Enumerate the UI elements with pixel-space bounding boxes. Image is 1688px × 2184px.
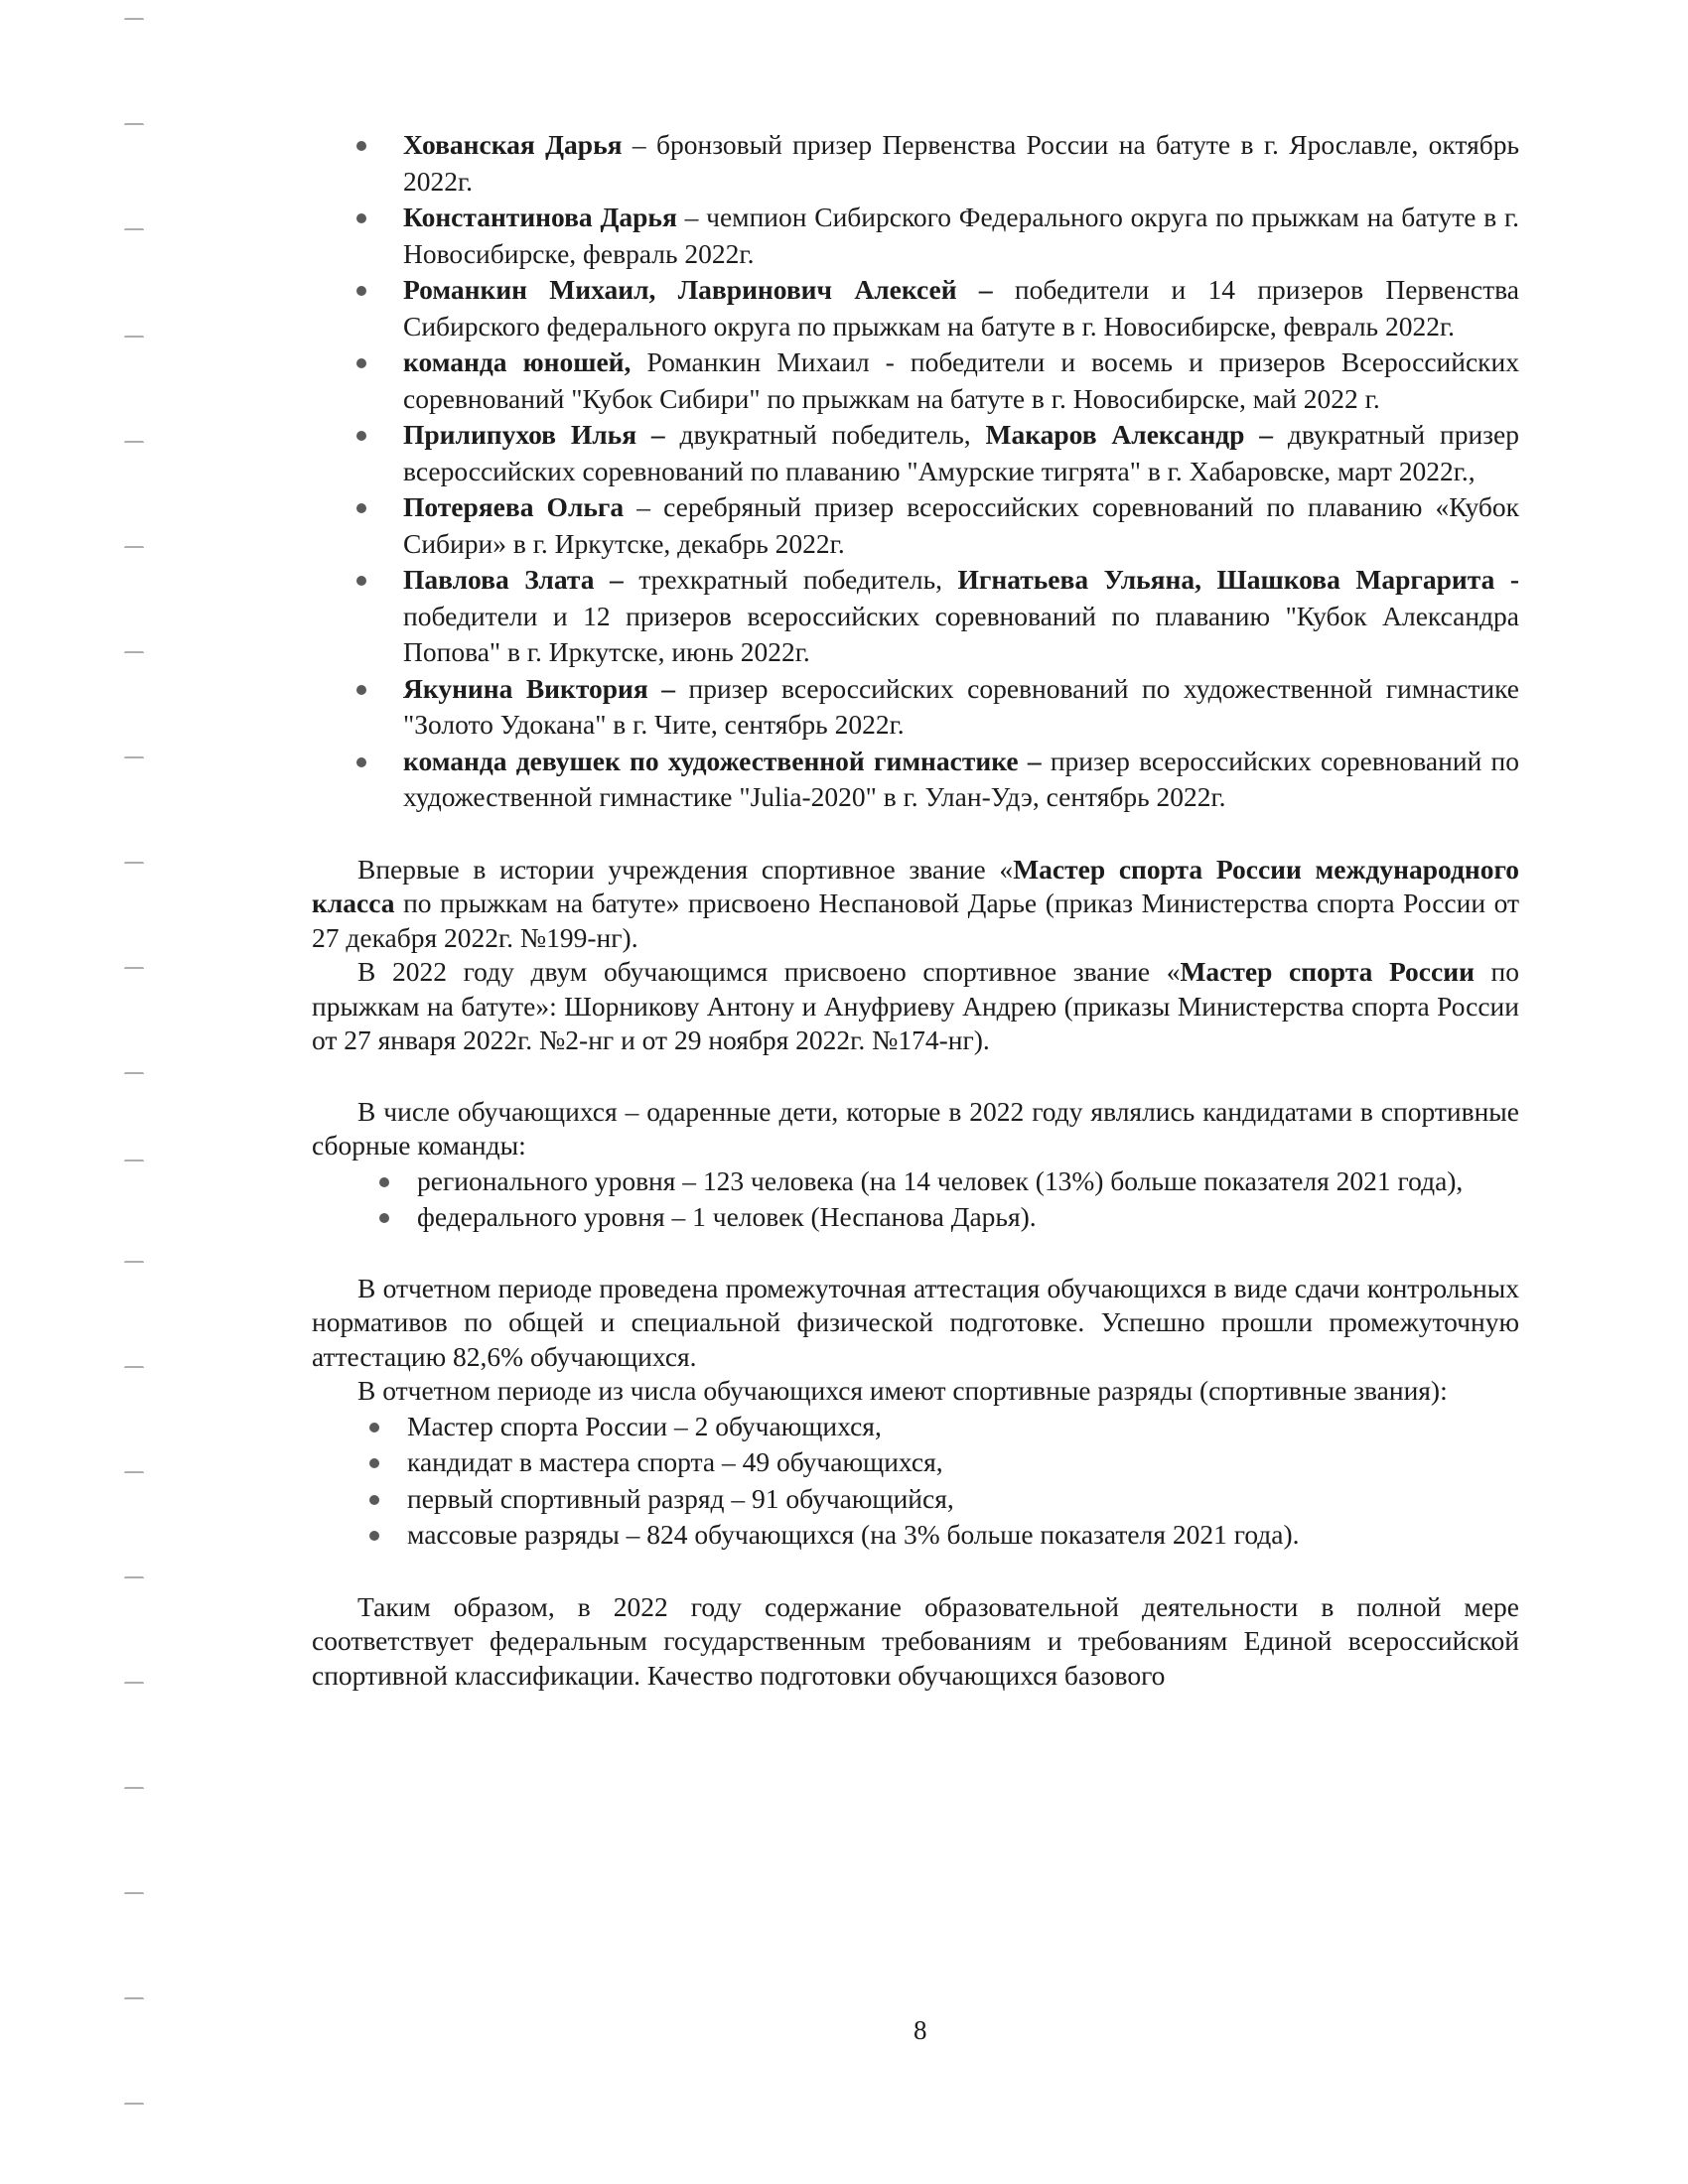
paragraph-attestation: В отчетном периоде проведена промежуточная аттестация обучающихся в виде сдачи контрольных нормативов по общей и специальной физической подготовке. Успешно прошли промежуточную аттестацию 82,6% обучающихся. (312, 1272, 1519, 1372)
athlete-name: команда юношей, (403, 346, 632, 377)
spacer (312, 816, 1519, 853)
list-item (312, 744, 1519, 816)
achievement-text: призер всероссийских соревнований по художественной гимнастике "Julia-2020" в г. Улан-Удэ, сентябрь 2022г. (403, 745, 1519, 812)
paragraph-conclusion: Таким образом, в 2022 году содержание образовательной деятельности в полной мере соответствует федеральным государственным требованиям и требованиям Единой всероссийской спортивной классификации. Качество подготовки обучающихся базового (312, 1590, 1519, 1691)
margin-mark (124, 1787, 144, 1789)
list-item (312, 1481, 1519, 1518)
margin-mark (124, 1682, 144, 1684)
bullet-icon (369, 1531, 379, 1541)
margin-mark (124, 651, 144, 653)
title-name: Мастер спорта России международного класса (312, 853, 1519, 918)
list-item (312, 1444, 1519, 1481)
list-item-text: массовые разряды – 824 обучающихся (на 3% больше показателя 2021 года). (407, 1519, 1300, 1550)
list-item-text: первый спортивный разряд – 91 обучающийся, (407, 1482, 954, 1514)
paragraph-ms (312, 955, 1519, 1058)
title-name: Мастер спорта России (1180, 956, 1475, 987)
athlete-name: Хованская Дарья (403, 129, 623, 160)
list-item (312, 417, 1519, 489)
margin-mark (124, 1160, 144, 1161)
athlete-name: Макаров Александр – (985, 419, 1273, 450)
text: по прыжкам на батуте»: Шорникову Антону и Ануфриеву Андрею (приказы Министерства спорта России от 27 января 2022г. №2-нг и от 29 ноября 2022г. №174-нг). (312, 956, 1520, 1055)
athlete-name: Константинова Дарья (403, 202, 677, 232)
list-item (312, 1163, 1519, 1199)
achievement-text: победители и 12 призеров всероссийских соревнований по плаванию "Кубок Александра Попова" в г. Иркутске, июнь 2022г. (403, 600, 1519, 667)
margin-mark (124, 123, 144, 125)
page-number: 8 (914, 2015, 927, 2045)
margin-mark (124, 546, 144, 548)
achievement-text: победители и 14 призеров Первенства Сибирского федерального округа по прыжкам на батуте в г. Новосибирске, февраль 2022г. (403, 274, 1519, 341)
bullet-icon (356, 757, 366, 767)
margin-mark (124, 1892, 144, 1894)
list-item-text: кандидат в мастера спорта – 49 обучающихся, (407, 1446, 943, 1477)
bullet-icon (356, 503, 366, 513)
margin-mark (124, 18, 144, 20)
bullet-icon (356, 358, 366, 368)
bullet-icon (379, 1177, 389, 1187)
list-item (312, 272, 1519, 344)
achievement-text: – чемпион Сибирского Федерального округа по прыжкам на батуте в г. Новосибирске, февраль 2022г. (403, 202, 1520, 269)
bullet-icon (356, 576, 366, 586)
list-item-text: федерального уровня – 1 человек (Неспанова Дарья). (417, 1200, 1037, 1232)
text: В 2022 году двум обучающимся присвоено спортивное звание « (357, 956, 1181, 987)
list-item (312, 1199, 1519, 1235)
document-page (312, 127, 1519, 1693)
bullet-icon (369, 1458, 379, 1468)
list-item (312, 489, 1519, 562)
margin-mark (124, 441, 144, 443)
text: Впервые в истории учреждения спортивное звание « (357, 853, 1014, 885)
list-item-text: Мастер спорта России – 2 обучающихся, (407, 1410, 882, 1441)
bullet-icon (356, 141, 366, 151)
achievement-text: двукратный победитель, (664, 419, 986, 450)
list-item (312, 200, 1519, 272)
list-item (312, 344, 1519, 417)
margin-mark (124, 1261, 144, 1263)
margin-mark (124, 1471, 144, 1473)
achievement-text: – бронзовый призер Первенства России на батуте в г. Ярославле, октябрь 2022г. (403, 129, 1520, 197)
margin-mark (124, 2103, 144, 2105)
margin-mark (124, 756, 144, 758)
margin-mark (124, 1997, 144, 1999)
spacer (312, 1235, 1519, 1272)
margin-mark (124, 967, 144, 969)
spacer (312, 1554, 1519, 1590)
achievement-text: призер всероссийских соревнований по художественной гимнастике "Золото Удокана" в г. Чите, сентябрь 2022г. (403, 672, 1520, 740)
bullet-icon (379, 1213, 389, 1223)
candidates-list (312, 1163, 1519, 1235)
bullet-icon (369, 1495, 379, 1505)
margin-mark (124, 1366, 144, 1368)
list-item (312, 1517, 1519, 1554)
athlete-name: Якунина Виктория – (403, 672, 676, 704)
athlete-name: Игнатьева Ульяна, Шашкова Маргарита - (957, 564, 1520, 595)
spacer (312, 1058, 1519, 1095)
achievements-list (312, 127, 1519, 816)
list-item (312, 671, 1519, 744)
margin-mark (124, 228, 144, 230)
athlete-name: Павлова Злата – (403, 564, 624, 595)
paragraph-ranks: В отчетном периоде из числа обучающихся имеют спортивные разряды (спортивные звания): (357, 1375, 1448, 1406)
athlete-name: Прилипухов Илья – (403, 419, 665, 450)
margin-mark (124, 336, 144, 338)
paragraph-candidates: В числе обучающихся – одаренные дети, которые в 2022 году являлись кандидатами в спортивные сборные команды: (312, 1095, 1519, 1160)
paragraph-msmk (312, 853, 1519, 956)
achievement-text: трехкратный победитель, (623, 564, 958, 595)
achievement-text: – серебряный призер всероссийских соревнований по плаванию «Кубок Сибири» в г. Иркутске, декабрь 2022г. (403, 491, 1519, 559)
list-item (312, 562, 1519, 671)
bullet-icon (356, 213, 366, 223)
bullet-icon (369, 1423, 379, 1433)
bullet-icon (356, 286, 366, 296)
list-item (312, 1409, 1519, 1445)
margin-mark (124, 1072, 144, 1074)
text: по прыжкам на батуте» присвоено Неспановой Дарье (приказ Министерства спорта России от 27 декабря 2022г. №199-нг). (312, 887, 1519, 953)
achievement-text: Романкин Михаил - победители и восемь и призеров Всероссийских соревнований "Кубок Сибири" по прыжкам на батуте в г. Новосибирске, май 2022 г. (403, 346, 1520, 414)
athlete-name: команда девушек по художественной гимнастике – (403, 745, 1042, 776)
margin-mark (124, 1576, 144, 1578)
list-item-text: регионального уровня – 123 человека (на 14 человек (13%) больше показателя 2021 года), (417, 1164, 1464, 1196)
bullet-icon (356, 685, 366, 695)
list-item (312, 127, 1519, 200)
athlete-name: Потеряева Ольга (403, 491, 625, 522)
athlete-name: Романкин Михаил, Лавринович Алексей – (403, 274, 993, 305)
margin-mark (124, 862, 144, 864)
bullet-icon (356, 431, 366, 441)
ranks-list (312, 1409, 1519, 1554)
achievement-text: двукратный призер всероссийских соревнований по плаванию "Амурские тигрята" в г. Хабаровске, март 2022г., (403, 419, 1519, 486)
